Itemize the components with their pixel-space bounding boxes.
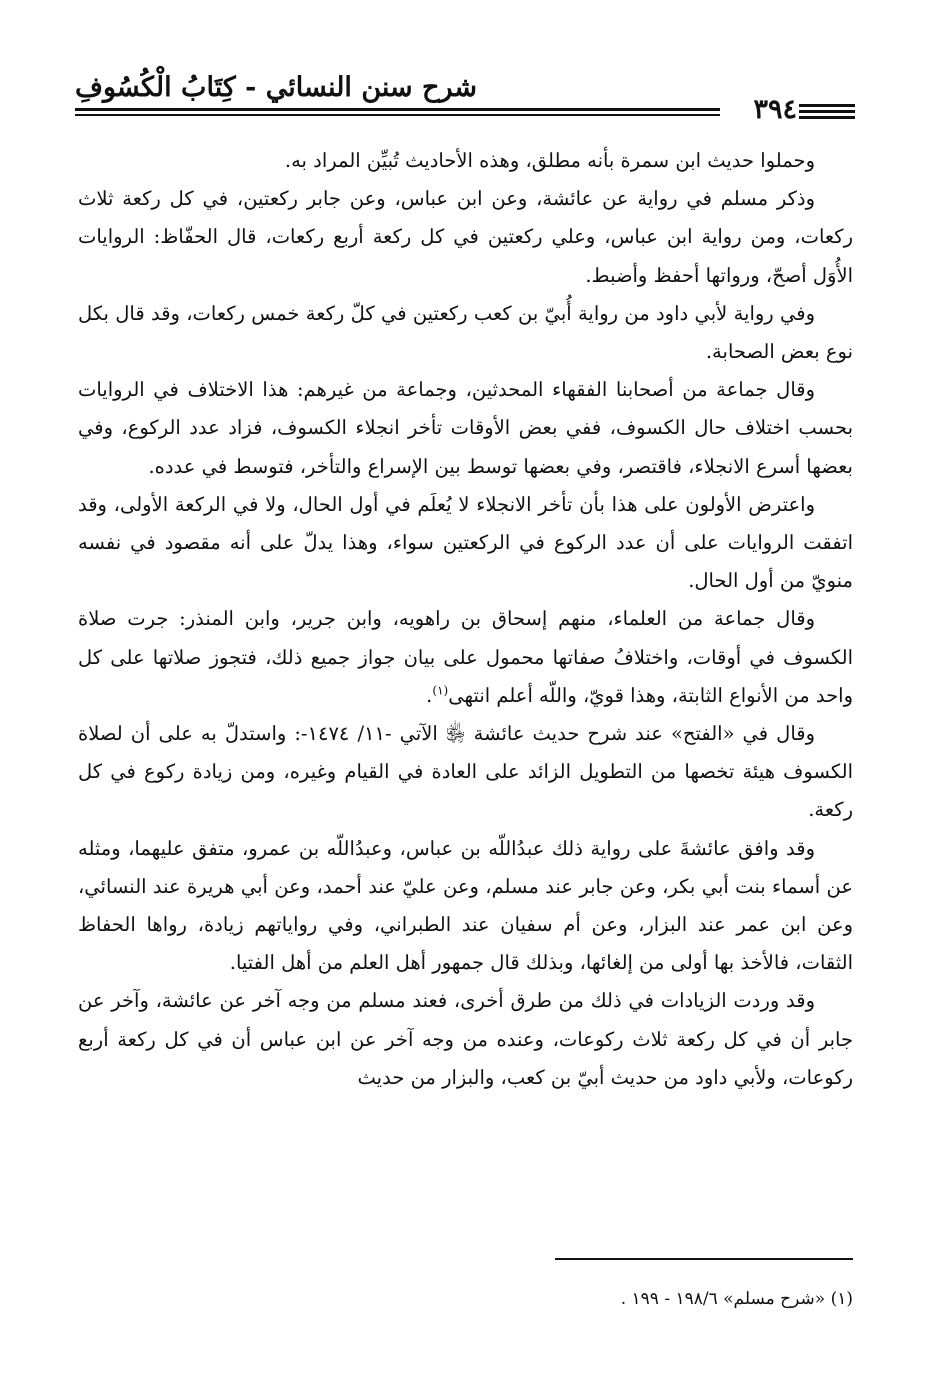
footnote: (١) «شرح مسلم» ١٩٨/٦ - ١٩٩ . [620, 1289, 853, 1309]
paragraph: وقد وافق عائشةَ على رواية ذلك عبدُاللّه بن عباس، وعبدُاللّه بن عمرو، متفق عليهما، ومثله عن أسماء بنت أبي بكر، وعن جابر عند مسلم، وعن عليّ عند أحمد، وعن أبي هريرة عند النسائي، وعن ابن عمر عند البزار، وعن أم سفيان عند الطبراني، وفي رواياتهم زيادة، رواها الحفاظ الثقات، فالأخذ بها أولى من إلغائها، وبذلك قال جمهور أهل العلم من أهل الفتيا. [78, 836, 853, 975]
paragraph: واعترض الأولون على هذا بأن تأخر الانجلاء لا يُعلَم في أول الحال، ولا في الركعة الأولى، وقد اتفقت الروايات على أن عدد الركوع في الركعتين سواء، وهذا يدلّ على أنه مقصود في نفسه منويّ من أول الحال. [78, 492, 853, 593]
paragraph-text: وقال جماعة من العلماء، منهم إسحاق بن راهويه، وابن جرير، وابن المنذر: جرت صلاة الكسوف في أوقات، واختلافُ صفاتها محمول على بيان جواز جميع ذلك، فتجوز صلاتها على كل واحد من الأنواع الثابتة، وهذا قويّ، واللّه أعلم انتهى [78, 607, 853, 707]
header-title: شرح سنن النسائي - كِتَابُ الْكُسُوفِ [75, 72, 477, 103]
paragraph: وذكر مسلم في رواية عن عائشة، وعن ابن عباس، وعن جابر ركعتين، في كل ركعة ثلاث ركعات، ومن رواية ابن عباس، وعلي ركعتين في كل ركعة أربع ركعات، قال الحفّاظ: الروايات الأُوَل أصحّ، ورواتها أحفظ وأضبط. [78, 187, 853, 287]
header-rule-bottom [75, 114, 720, 116]
footnote-reference[interactable]: (١) [432, 683, 449, 698]
page-number: ٣٩٤ [753, 94, 797, 125]
main-text [78, 142, 853, 1097]
page-number-bar [799, 116, 855, 119]
paragraph [78, 600, 853, 715]
page-number-bar [799, 110, 855, 113]
header-rule-top [75, 108, 720, 111]
paragraph-end-mark: . [426, 683, 433, 707]
paragraph: وقد وردت الزيادات في ذلك من طرق أخرى، فعند مسلم من وجه آخر عن عائشة، وآخر عن جابر أن في كل ركعة ثلاث ركوعات، وعنده من وجه آخر عن ابن عباس أن في كل ركعة أربع ركوعات، ولأبي داود من حديث أبيّ بن كعب، والبزار من حديث [78, 989, 853, 1089]
paragraph: وقال جماعة من أصحابنا الفقهاء المحدثين، وجماعة من غيرهم: هذا الاختلاف في الروايات بحسب اختلاف حال الكسوف، ففي بعض الأوقات تأخر انجلاء الكسوف، فزاد عدد الركوع، وفي بعضها أسرع الانجلاء، فاقتصر، وفي بعضها توسط بين الإسراع والتأخر، فتوسط في عدده. [78, 378, 853, 478]
paragraph: وقال في «الفتح» عند شرح حديث عائشة ﵂ الآتي -١١/ ١٤٧٤-: واستدلّ به على أن لصلاة الكسوف هيئة تخصها من التطويل الزائد على العادة في القيام وغيره، ومن زيادة ركوع في كل ركعة. [78, 722, 853, 822]
paragraph: وحملوا حديث ابن سمرة بأنه مطلق، وهذه الأحاديث تُبيِّن المراد به. [284, 149, 815, 172]
page-number-bar [799, 104, 855, 107]
paragraph: وفي رواية لأبي داود من رواية أُبيّ بن كعب ركعتين في كلّ ركعة خمس ركعات، وقد قال بكل نوع بعض الصحابة. [78, 301, 853, 364]
running-header [75, 64, 855, 124]
footnote-separator [555, 1258, 853, 1260]
